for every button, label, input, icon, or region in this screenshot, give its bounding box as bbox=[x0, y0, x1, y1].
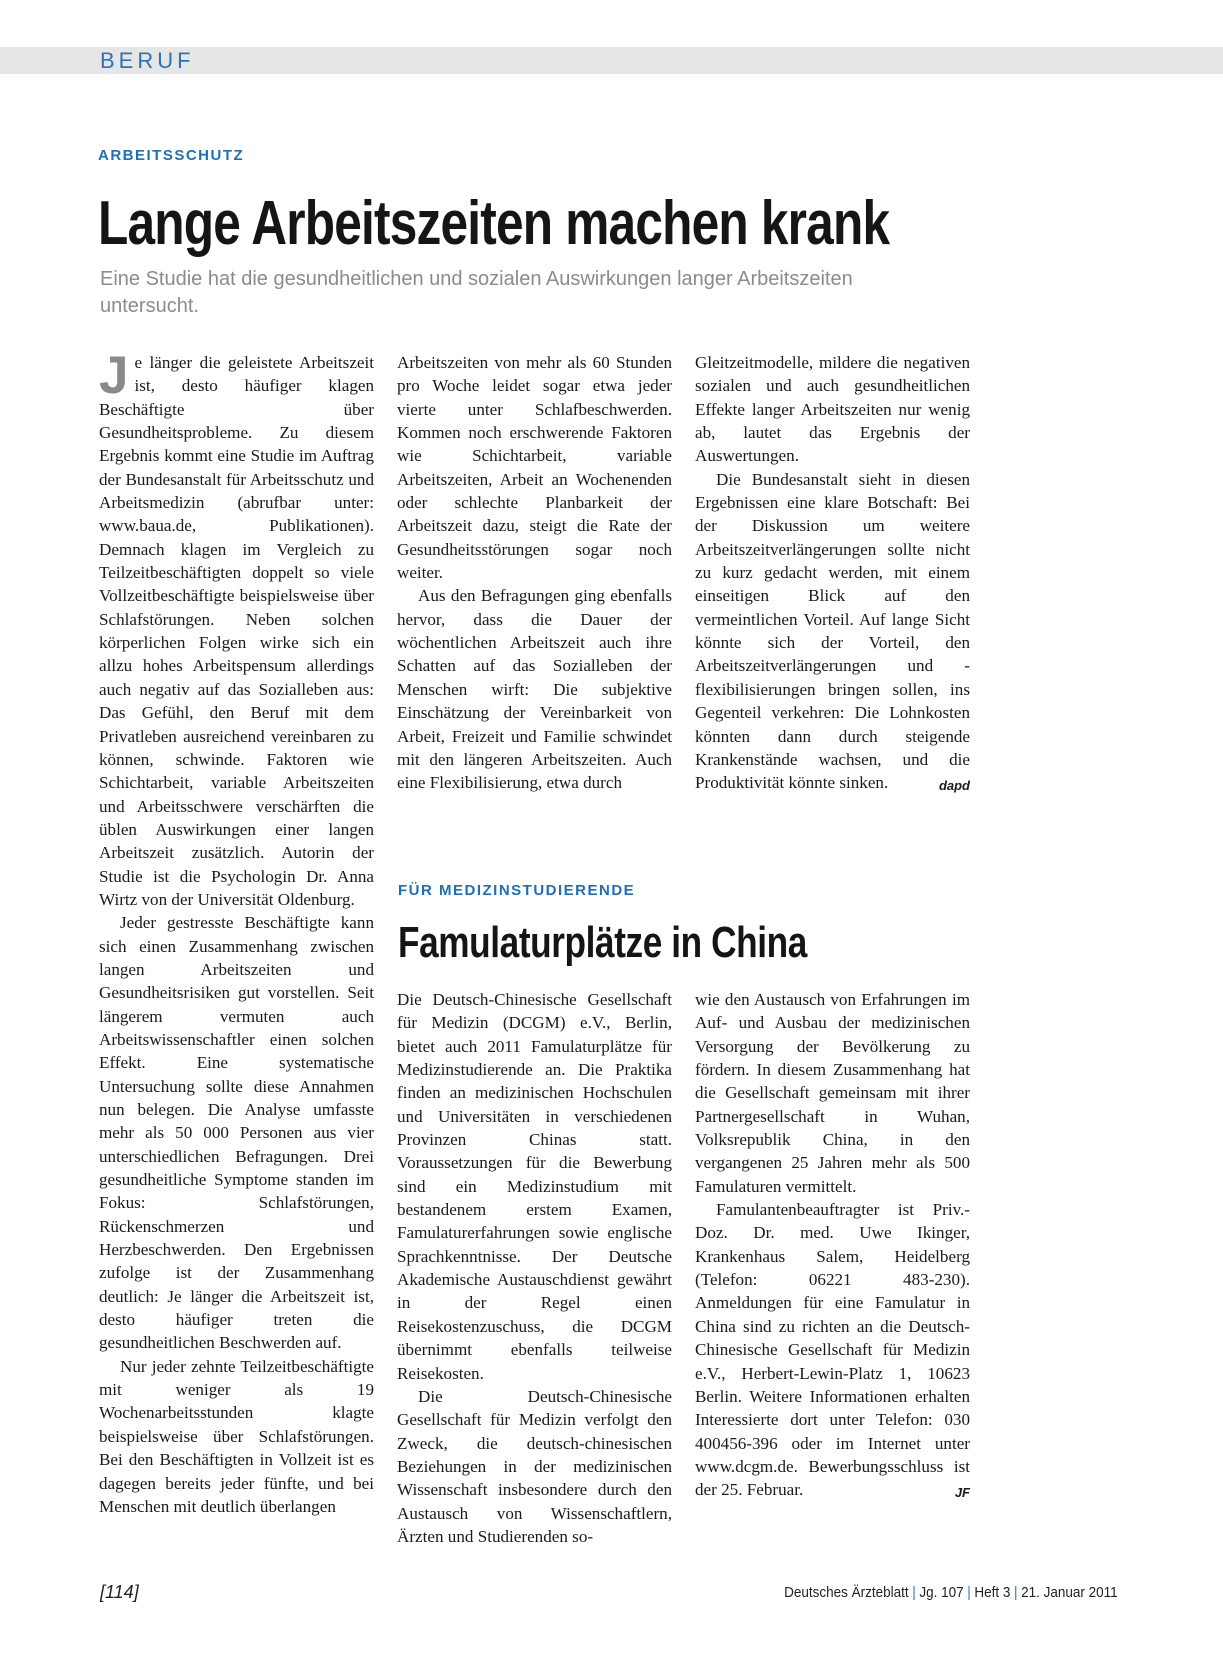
article1-paragraph-5: Aus den Befragungen ging ebenfalls hervor, dass die Dauer der wöchentlichen Arbeitszeit auch ihre Schatten auf das Sozialleben der Menschen wirft: Die subjektive Einschätzung der Vereinbarkeit von Arbeit, Freizeit und Familie schwindet mit den längeren Arbeitszeiten. Auch eine Flexibilisierung, etwa durch bbox=[397, 586, 672, 793]
journal-volume: Jg. 107 bbox=[919, 1584, 964, 1601]
dropcap: J bbox=[99, 346, 129, 405]
article1-subtitle: Eine Studie hat die gesundheitlichen und sozialen Auswirkungen langer Arbeitszeiten untersucht. bbox=[100, 268, 853, 317]
article2-title: Famulaturplätze in China bbox=[398, 918, 807, 967]
journal-name: Deutsches Ärzteblatt bbox=[784, 1584, 909, 1601]
article2-paragraph-3: wie den Austausch von Erfahrungen im Auf- und Ausbau der medizinischen Versorgung der Bevölkerung zu fördern. In diesem Zusammenhang hat die Gesellschaft gemeinsam mit ihrer Partnergesellschaft in Wuhan, Volksrepublik China, in den vergangenen 25 Jahren mehr als 500 Famulaturen vermittelt. bbox=[695, 990, 970, 1196]
article1-column-3 bbox=[695, 351, 970, 798]
article2-paragraph-2: Die Deutsch-Chinesische Gesellschaft für Medizin verfolgt den Zweck, die deutsch-chinesischen Beziehungen in der medizinischen Wissenschaft insbesondere durch den Austausch von Wissenschaftlern, Ärzten und Studierenden so- bbox=[397, 1386, 672, 1546]
article2-paragraph-4: Famulantenbeauftragter ist Priv.-Doz. Dr. med. Uwe Ikinger, Krankenhaus Salem, Heidelberg (Telefon: 06221 483-230). Anmeldungen für eine Famulatur in China sind zu richten an die Deutsch-Chinesische Gesellschaft für Medizin e.V., Herbert-Lewin-Platz 1, 10623 Berlin. Weitere Informationen erhalten Interessierte dort unter Telefon: 030 400456-396 oder im Internet unter www.dcgm.de. Bewerbungsschluss ist der 25. Februar. JF bbox=[695, 1198, 970, 1501]
article2-column-1 bbox=[397, 988, 672, 1548]
journal-issue: Heft 3 bbox=[974, 1584, 1011, 1601]
article2-paragraph-1: Die Deutsch-Chinesische Gesellschaft für Medizin (DCGM) e.V., Berlin, bietet auch 2011 Famulaturplätze für Medizinstudierende an. Die Praktika finden an medizinischen Hochschulen und Universitäten in verschiedenen Provinzen Chinas statt. Voraussetzungen für die Bewerbung sind ein Medizinstudium mit bestandenem erstem Examen, Famulaturerfahrungen sowie englische Sprachkenntnisse. Der Deutsche Akademische Austauschdienst gewährt in der Regel einen Reisekostenzuschuss, die DCGM übernimmt ebenfalls teilweise Reisekosten. bbox=[397, 990, 672, 1383]
article1-paragraph-7: Die Bundesanstalt sieht in diesen Ergebnissen eine klare Botschaft: Bei der Diskussion um weitere Arbeitszeitverlängerungen sollte nicht zu kurz gedacht werden, mit einem einseitigen Blick auf den vermeintlichen Vorteil. Auf lange Sicht könnte sich der Vorteil, den Arbeitszeitverlängerungen und -flexibilisierungen bringen sollen, ins Gegenteil verkehren: Die Lohnkosten könnten dann durch steigende Krankenstände wachsen, und die Produktivität könnte sinken. dapd bbox=[695, 468, 970, 795]
section-label: BERUF bbox=[100, 48, 195, 73]
article1-paragraph-4: Arbeitszeiten von mehr als 60 Stunden pro Woche leidet sogar etwa jeder vierte unter Schlafbeschwerden. Kommen noch erschwerende Faktoren wie Schichtarbeit, variable Arbeitszeiten, Arbeit an Wochenenden oder schlechte Planbarkeit der Arbeitszeit dazu, steigt die Rate der Gesundheitsstörungen sogar noch weiter. bbox=[397, 353, 672, 583]
article1-paragraph-6: Gleitzeitmodelle, mildere die negativen sozialen und auch gesundheitlichen Effekte langer Arbeitszeiten nur wenig ab, lautet das Ergebnis der Auswertungen. bbox=[695, 353, 970, 466]
article1-title: Lange Arbeitszeiten machen krank bbox=[98, 189, 890, 258]
article1-paragraph-2: Jeder gestresste Beschäftigte kann sich einen Zusammenhang zwischen langen Arbeitszeiten und Gesundheitsrisiken gut vorstellen. Seit längerem vermuten auch Arbeitswissenschaftler einen solchen Effekt. Eine systematische Untersuchung sollte diese Annahmen nun belegen. Die Analyse umfasste mehr als 50 000 Personen aus vier unterschiedlichen Befragungen. Drei gesundheitliche Symptome standen im Fokus: Schlafstörungen, Rückenschmerzen und Herzbeschwerden. Den Ergebnissen zufolge ist der Zusammenhang deutlich: Je länger die Arbeitszeit ist, desto häufiger treten die gesundheitlichen Beschwerden auf. bbox=[99, 913, 374, 1353]
page-number: [114] bbox=[100, 1582, 139, 1602]
article1-column-1 bbox=[99, 346, 374, 1518]
article2-credit: JF bbox=[954, 1485, 970, 1501]
article1-column-2 bbox=[397, 351, 672, 795]
footer-citation: Deutsches Ärzteblatt | Jg. 107 | Heft 3 | 21. Januar 2011 bbox=[784, 1584, 1118, 1601]
article1-paragraph-1: Je länger die geleistete Arbeitszeit ist, desto häufiger klagen Beschäftigte über Gesundheitsprobleme. Zu diesem Ergebnis kommt eine Studie im Auftrag der Bundesanstalt für Arbeitsschutz und Arbeitsmedizin (abrufbar unter: www.baua.de, Publikationen). Demnach klagen im Vergleich zu Teilzeitbeschäftigten doppelt so viele Vollzeitbeschäftigte beispielsweise über Schlafstörungen. Neben solchen körperlichen Folgen wirke sich ein allzu hohes Arbeitspensum allerdings auch negativ auf das Sozialleben aus: Das Gefühl, den Beruf mit dem Privatleben ausreichend vereinbaren zu können, schwinde. Faktoren wie Schichtarbeit, variable Arbeitszeiten und Arbeitsschwere verschärften die üblen Auswirkungen einer langen Arbeitszeit zusätzlich. Autorin der Studie ist die Psychologin Dr. Anna Wirtz von der Universität Oldenburg. bbox=[99, 346, 374, 909]
article1-paragraph-3: Nur jeder zehnte Teilzeitbeschäftigte mit weniger als 19 Wochenarbeitsstunden klagte beispielsweise über Schlafstörungen. Bei den Beschäftigten in Vollzeit ist es dagegen bereits jeder fünfte, und bei Menschen mit deutlich überlangen bbox=[99, 1356, 374, 1516]
journal-date: 21. Januar 2011 bbox=[1021, 1584, 1118, 1601]
article1-kicker: ARBEITSSCHUTZ bbox=[98, 147, 245, 164]
article1-credit: dapd bbox=[938, 778, 970, 794]
article2-kicker: FÜR MEDIZINSTUDIERENDE bbox=[398, 882, 636, 899]
article2-column-2 bbox=[695, 988, 970, 1505]
